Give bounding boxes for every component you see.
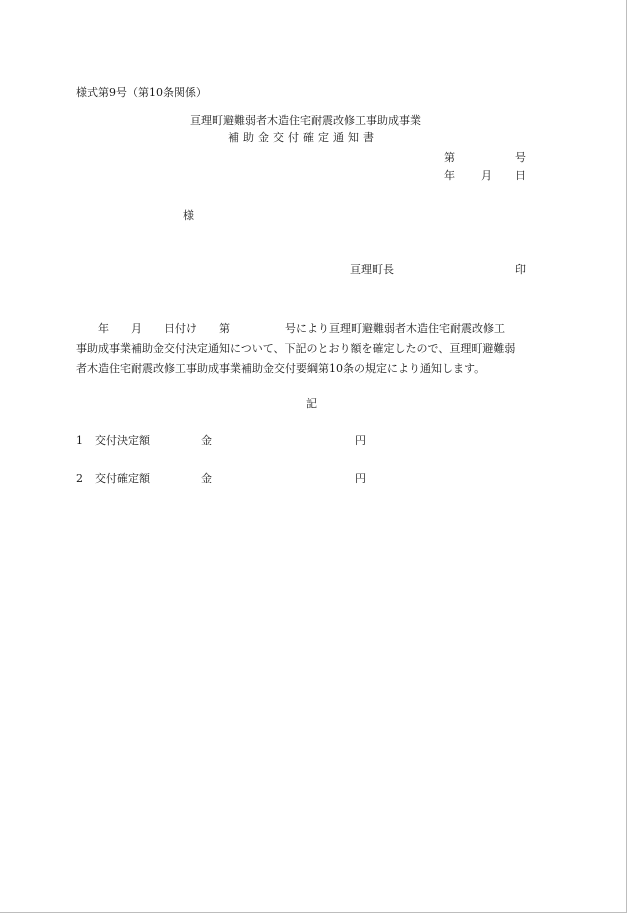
item-number: 2 — [76, 472, 83, 485]
document-subtitle: 補助金交付確定通知書 — [228, 131, 378, 144]
item-yen: 円 — [355, 472, 366, 485]
notice-body-line-2: 事助成事業補助金交付決定通知について、下記のとおり額を確定したので、亘理町避難弱 — [76, 342, 516, 355]
notice-body-line-1: 年 月 日付け 第 号により亘理町避難弱者木造住宅耐震改修工 — [76, 322, 505, 335]
document-title: 亘理町避難弱者木造住宅耐震改修工事助成事業 — [190, 114, 421, 127]
notice-body — [76, 319, 560, 379]
addressee-suffix: 様 — [183, 209, 194, 222]
date-year-label: 年 — [444, 169, 455, 182]
item-kin: 金 — [201, 434, 212, 447]
ref-number-suffix: 号 — [515, 151, 526, 164]
item-label: 交付決定額 — [95, 434, 150, 447]
seal-mark: 印 — [515, 263, 526, 276]
item-yen: 円 — [355, 434, 366, 447]
ref-number-prefix: 第 — [444, 151, 455, 164]
item-number: 1 — [76, 434, 83, 447]
form-label: 様式第9号（第10条関係） — [76, 86, 207, 99]
date-day-label: 日 — [515, 169, 526, 182]
item-label: 交付確定額 — [95, 472, 150, 485]
date-month-label: 月 — [481, 169, 492, 182]
issuer-name: 亘理町長 — [350, 263, 394, 276]
ki-heading: 記 — [306, 397, 317, 410]
item-kin: 金 — [201, 472, 212, 485]
notice-body-line-3: 者木造住宅耐震改修工事助成事業補助金交付要綱第10条の規定により通知します。 — [76, 362, 486, 375]
